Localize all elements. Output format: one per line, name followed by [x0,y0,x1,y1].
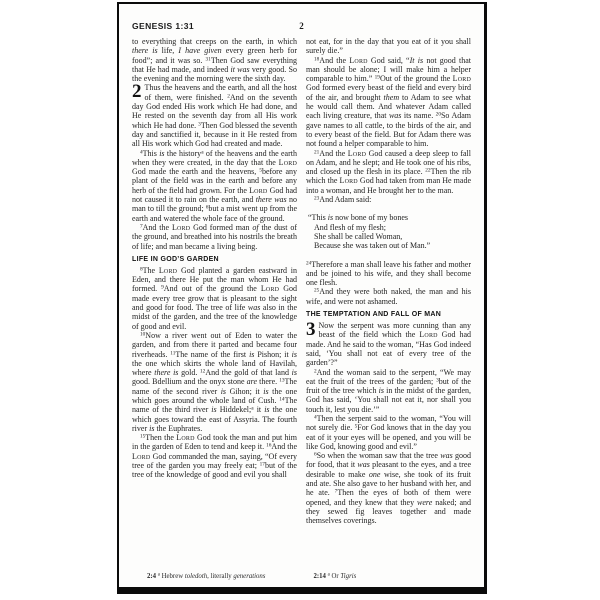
divine-name: Lord [347,148,367,158]
supplied-word: is [211,405,217,415]
verse-number: 11 [170,350,176,356]
verse-number: 3 [436,377,439,384]
running-head: GENESIS 1:31 [132,21,194,31]
verse-paragraph: $^{25}$And they were both naked, the man and his wife, and were not ashamed. [306,287,471,306]
divine-name: Lord [339,176,358,186]
verse-number: 19 [374,74,380,81]
verse-number: 14 [279,396,285,403]
divine-name: Lord [349,55,368,65]
page-number: 2 [299,21,304,31]
verse-number: 2 [227,93,230,100]
supplied-word: are [246,377,258,387]
supplied-word: was [440,451,453,461]
verse-number: a [201,149,204,156]
chapter-opening-paragraph [306,321,471,367]
verse-number: 5 [354,423,358,430]
verse-number: 8 [140,266,143,273]
supplied-word: I have given [178,46,222,56]
divine-name: Lord [419,330,438,340]
verse-paragraph: $^6$So when the woman saw that the tree was good for food, that it was pleasant to the eyes, and a tree desirable to make one wise, she took of its fruit and ate. She also gave to her husband with her, and he ate. $^7$Then the eyes of both of them were opened, and they knew that they were naked; and they sewed fig leaves together and made themselves coverings. [306,451,471,526]
verse-number: 6 [205,204,209,211]
verse-number: 23 [314,195,320,202]
supplied-word: is [291,349,297,359]
supplied-word: them [383,92,400,102]
verse-number: 24 [306,260,312,267]
supplied-word: toledoth [184,573,208,580]
supplied-word: there is [154,368,179,378]
section-heading: THE TEMPTATION AND FALL OF MAN [306,311,442,319]
verse-paragraph: $^{21}$And the Lord God caused a deep sleep to fall on Adam, and he slept; and He took one of his ribs, and closed up the flesh in its place. $^{22}$Then the rib which the Lord God had taken from man He made into a woman, and He brought her to the man. [306,148,471,195]
verse-number: 18 [314,56,320,63]
supplied-word: is [263,386,269,396]
running-header [132,21,471,32]
supplied-word: is [220,386,227,396]
supplied-word: there was [255,195,287,205]
verse-paragraph: $^4$Then the serpent said to the woman, “You will not surely die. $^5$For God knows that in the day you eat of it your eyes will be opened, and you will be like God, knowing good and evil.” [306,413,471,451]
supplied-word: is [249,349,255,359]
verse-number: 2 [314,368,317,374]
supplied-word: was [247,303,261,313]
verse-number: 3 [198,121,201,128]
footnote-ref: 2:4 [147,573,157,580]
verse-number: 9 [161,284,164,291]
supplied-word: It is [409,55,424,65]
supplied-word: is [159,148,165,158]
verse-number: 17 [259,461,265,468]
verse-number: 7 [140,223,143,230]
poetry-block [306,213,471,250]
verse-number: a [327,572,330,578]
verse-number: 21 [314,149,320,156]
bible-page [117,2,487,594]
poetry-line: “This is now bone of my bones [308,213,409,223]
verse-number: 7 [334,488,338,495]
right-column [306,37,471,563]
verse-paragraph: $^{23}$And Adam said: [314,195,372,205]
poetry-line: And flesh of my flesh; [314,222,386,232]
divine-name: Lord [176,433,195,443]
divine-name: Lord [158,265,178,275]
divine-name: Lord [249,185,268,195]
footnote-ref: 2:14 [313,573,326,580]
chapter-opening-text: Now the serpent was more cunning than any beast of the field which the Lord God had made. And he said to the woman, “Has God indeed said, ‘You shall not eat of every tree of the garden’?” [306,321,471,368]
verse-number: 12 [200,368,206,375]
verse-number: 4 [140,149,143,156]
supplied-word: is [149,423,155,433]
supplied-word: generations [233,573,266,580]
supplied-word: was [357,460,370,470]
divine-name: Lord [452,74,471,84]
verse-paragraph: $^{24}$Therefore a man shall leave his father and mother and be joined to his wife, and they shall become one flesh. [306,259,471,288]
verse-number: 4 [314,414,317,421]
divine-name: Lord [171,222,191,232]
verse-number: 13 [279,377,285,384]
supplied-word: was [388,111,402,121]
footnote-left: 2:4 $^a$ Hebrew toledoth, literally generations [147,572,266,580]
verse-number: a [251,405,254,412]
verse-number: 20 [435,111,441,118]
verse-number: 25 [314,287,320,294]
chapter-number: 2 [132,81,142,103]
poetry-line: Because she was taken out of Man.” [314,241,431,251]
verse-number: 6 [314,451,317,458]
verse-paragraph: $^7$And the Lord God formed man of the dust of the ground, and breathed into his nostrils the breath of life; and man became a living being. [132,222,297,251]
verse-paragraph: $^{15}$Then the Lord God took the man and put him in the garden of Eden to tend and keep it. $^{16}$And the Lord God commanded the man, saying, “Of every tree of the garden you may freely eat; $^{17}$but of the tree of the knowledge of good and evil you shall [132,433,297,480]
verse-number: 10 [140,331,146,338]
supplied-word: there is [132,46,158,56]
verse-paragraph: $^4$This is the history$^a$ of the heavens and the earth when they were created, in the day that the Lord God made the earth and the heavens, $^5$before any plant of the field was in the earth and before any herb of the field had grown. For the Lord God had not caused it to rain on the earth, and there was no man to till the ground; $^6$but a mist went up from the earth and watered the whole face of the ground. [132,148,297,223]
verse-number: a [157,572,160,578]
chapter-opening-paragraph [132,83,297,148]
verse-number: 22 [425,167,431,174]
poetry-line: She shall be called Woman, [314,231,403,241]
verse-number: 16 [266,442,272,449]
verse-paragraph: $^{18}$And the Lord God said, “It is not good that man should be alone; I will make him a helper comparable to him.” $^{19}$Out of the ground the Lord God formed every beast of the field and every bird of the air, and brought them to Adam to see what he would call them. And whatever Adam called each living creature, that was its name. $^{20}$So Adam gave names to all cattle, to the birds of the air, and to every beast of the field. But for Adam there was not found a helper comparable to him. [306,55,471,149]
supplied-word: is [327,213,334,223]
verse-number: 5 [259,167,262,174]
supplied-word: it was [230,64,250,74]
supplied-word: one [368,469,381,479]
supplied-word: Tigris [340,573,357,580]
verse-paragraph: $^8$The Lord God planted a garden eastward in Eden, and there He put the man whom He had formed. $^9$And out of the ground the Lord God made every tree grow that is pleasant to the sight and good for food. The tree of life was also in the midst of the garden, and the tree of the knowledge of good and evil. [132,265,297,331]
verse-paragraph: not eat, for in the day that you eat of it you shall surely die.” [306,37,471,56]
verse-paragraph: $^{10}$Now a river went out of Eden to water the garden, and from there it parted and became four riverheads. $^{11}$The name of the first is Pishon; it is the one which skirts the whole land of Havilah, where there is gold. $^{12}$And the gold of that land is good. Bdellium and the onyx stone are there. $^{13}$The name of the second river is Gihon; it is the one which goes around the whole land of Cush. $^{14}$The name of the third river is Hiddekel;$^a$ it is the one which goes toward the east of Assyria. The fourth river is the Euphrates. [132,330,297,433]
supplied-word: of [252,222,259,232]
supplied-word: is [264,405,270,415]
chapter-opening-text: Thus the heavens and the earth, and all the host of them, were finished. $^2$And on the seventh day God ended His work which He had done, and He rested on the seventh day from all His work which He had done. $^3$Then God blessed the seventh day and sanctified it, because in it He rested from all His work which God had created and made. [132,83,297,149]
supplied-word: is [291,368,297,378]
verse-number: 31 [205,56,211,63]
text-columns [132,37,471,563]
supplied-word: were [417,497,433,507]
chapter-number: 3 [306,319,316,341]
divine-name: Lord [260,284,280,294]
divine-name: Lord [278,157,297,167]
footnotes [132,573,471,581]
verse-paragraph: $^2$And the woman said to the serpent, “We may eat the fruit of the trees of the garden; $^3$but of the fruit of the tree which is in the midst of the garden, God has said, ‘You shall not eat it, nor shall you touch it, lest you die.’” [306,367,471,414]
section-heading: LIFE IN GOD’S GARDEN [132,255,219,263]
verse-number: 15 [140,433,146,440]
supplied-word: is [378,386,384,396]
footnote-right: 2:14 $^a$ Or Tigris [313,572,357,580]
divine-name: Lord [132,451,151,461]
verse-paragraph: to everything that creeps on the earth, in which there is life, I have given every green herb for food”; and it was so. $^{31}$Then God saw everything that He had made, and indeed it was very good. So the evening and the morning were the sixth day. [132,37,297,84]
left-column [132,37,297,563]
